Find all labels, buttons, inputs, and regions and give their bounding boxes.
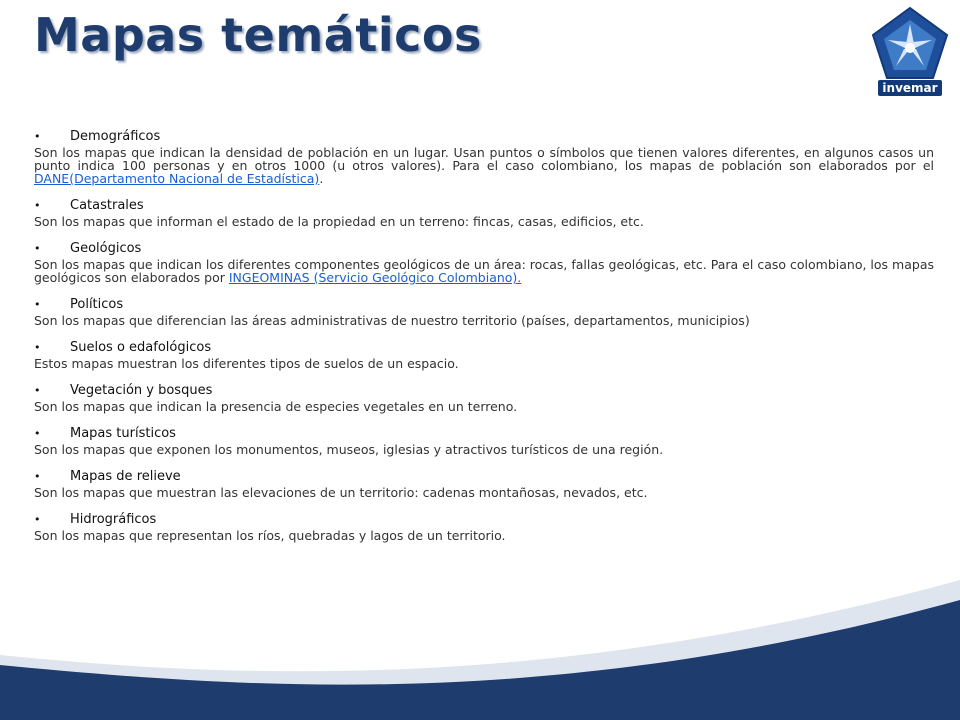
section-turisticos (34, 425, 934, 456)
bullet-icon: • (34, 298, 41, 311)
section-description: Son los mapas que indican la presencia de especies vegetales en un terreno. (34, 399, 518, 414)
bullet-icon: • (34, 427, 41, 440)
section-heading: Mapas de relieve (70, 469, 181, 484)
section-description: Estos mapas muestran los diferentes tipos de suelos de un espacio. (34, 356, 459, 371)
section-description (34, 146, 934, 185)
section-heading: Mapas turísticos (70, 426, 176, 441)
section-heading: Catastrales (70, 198, 144, 213)
section-description: Son los mapas que representan los ríos, quebradas y lagos de un territorio. (34, 528, 506, 543)
section-description: Son los mapas que informan el estado de la propiedad en un terreno: fincas, casas, edificios, etc. (34, 214, 644, 229)
section-description: Son los mapas que exponen los monumentos, museos, iglesias y atractivos turísticos de una región. (34, 442, 664, 457)
description-text: Son los mapas que indican la densidad de población en un lugar. Usan puntos o símbolos que tienen valores diferentes, en algunos casos un punto indica 100 personas y en otros 1000 (u otros valores). Para el caso colombiano, los mapas de población son elaborados por el (34, 145, 934, 173)
section-heading: Suelos o edafológicos (70, 340, 212, 355)
invemar-logo (870, 6, 950, 98)
section-catastrales (34, 197, 934, 228)
bullet-icon: • (34, 513, 41, 526)
section-description: Son los mapas que muestran las elevaciones de un territorio: cadenas montañosas, nevados, etc. (34, 485, 648, 500)
section-geologicos (34, 240, 934, 284)
section-demograficos (34, 128, 934, 185)
section-heading: Políticos (70, 297, 124, 312)
bullet-icon: • (34, 341, 41, 354)
thematic-map-list (34, 128, 934, 554)
section-suelos (34, 339, 934, 370)
section-relieve (34, 468, 934, 499)
section-hidrograficos (34, 511, 934, 542)
description-text: Son los mapas que indican los diferentes componentes geológicos de un área: rocas, fallas geológicas, etc. Para el caso colombiano, los mapas geológicos son elaborados por (34, 257, 934, 285)
ingeominas-link[interactable]: INGEOMINAS (Servicio Geológico Colombiano). (228, 270, 522, 285)
dane-link[interactable]: DANE(Departamento Nacional de Estadística) (34, 171, 320, 186)
section-heading: Vegetación y bosques (70, 383, 213, 398)
section-vegetacion (34, 382, 934, 413)
section-description: Son los mapas que diferencian las áreas administrativas de nuestro territorio (países, departamentos, municipios) (34, 313, 750, 328)
section-heading: Hidrográficos (70, 512, 157, 527)
slide-title: Mapas temáticos (34, 8, 482, 62)
bullet-icon: • (34, 199, 41, 212)
section-politicos (34, 296, 934, 327)
bullet-icon: • (34, 130, 41, 143)
section-description (34, 258, 934, 284)
logo-text: invemar (882, 81, 938, 95)
bullet-icon: • (34, 242, 41, 255)
bullet-icon: • (34, 470, 41, 483)
section-heading: Geológicos (70, 241, 142, 256)
bullet-icon: • (34, 384, 41, 397)
description-suffix: . (319, 171, 324, 186)
section-heading: Demográficos (70, 129, 161, 144)
footer-wave-decoration (0, 560, 960, 720)
